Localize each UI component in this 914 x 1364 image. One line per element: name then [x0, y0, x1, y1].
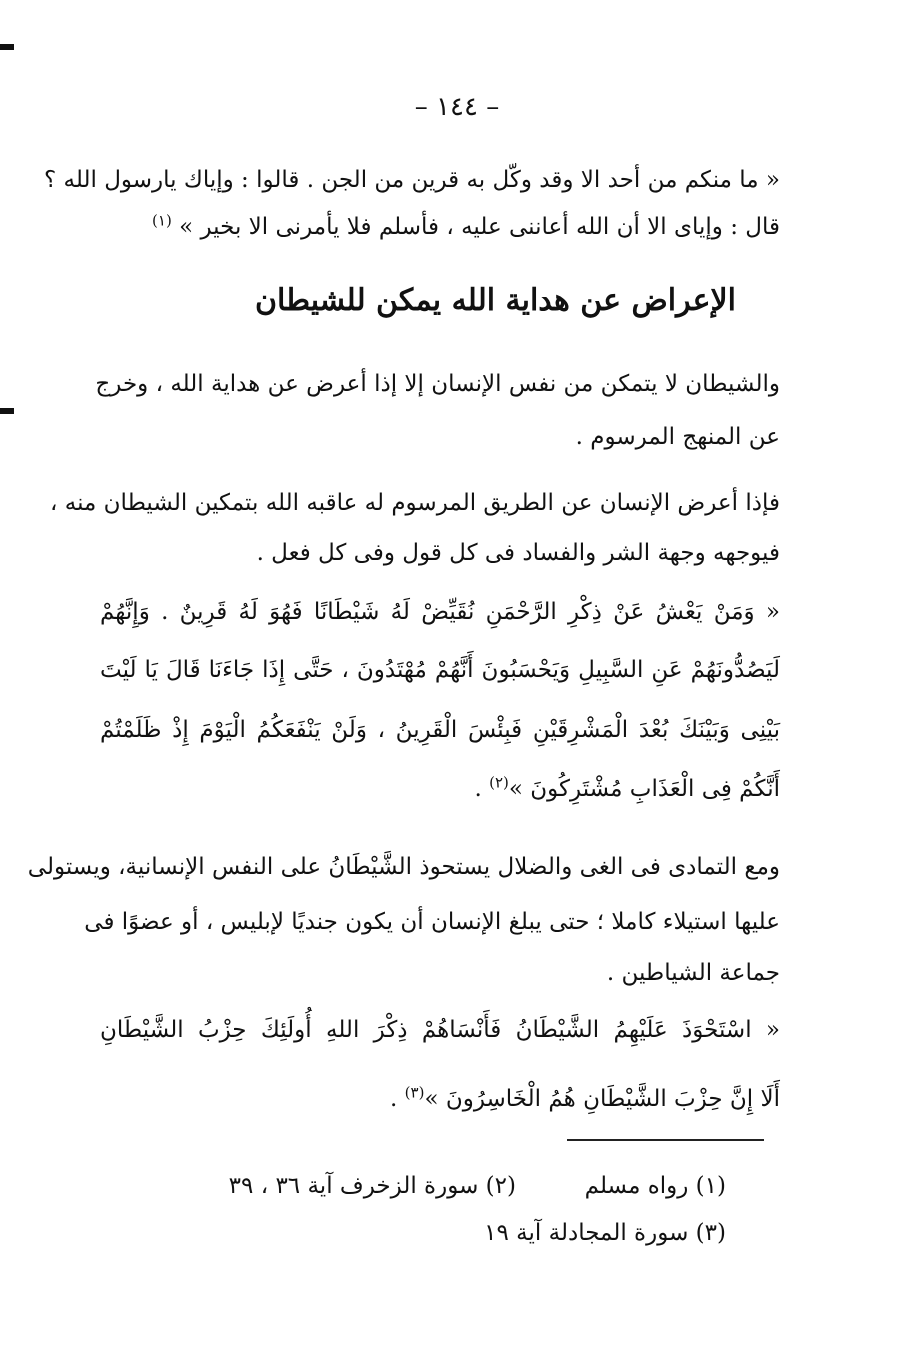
footnote-separator	[567, 1139, 764, 1141]
intro-line-1: « ما منكم من أحد الا وقد وكّل به قرين من الجن . قالوا : وإياك يارسول الله ؟	[44, 167, 780, 193]
scan-edge-mark-top	[0, 44, 14, 50]
para3-line-1: ومع التمادى فى الغى والضلال يستحوذ الشَّيْطَانُ على النفس الإنسانية، ويستولى	[27, 854, 780, 880]
para1-line-2: عن المنهج المرسوم .	[575, 424, 780, 450]
verse2-line-2-text: أَلَا إِنَّ حِزْبَ الشَّيْطَانِ هُمُ الْخَاسِرُونَ »	[424, 1086, 780, 1112]
footnote-ref-2: (٢)	[489, 773, 509, 792]
page-number: – ١٤٤ –	[414, 92, 500, 122]
para1-line-1: والشيطان لا يتمكن من نفس الإنسان إلا إذا أعرض عن هداية الله ، وخرج	[95, 371, 780, 397]
footnote-ref-1: (١)	[152, 211, 172, 230]
verse2-line-2	[390, 1082, 780, 1116]
footnote-1: (١) رواه مسلم	[584, 1173, 726, 1199]
section-heading: الإعراض عن هداية الله يمكن للشيطان	[254, 283, 736, 318]
verse1-line-4-text: أَنَّكُمْ فِى الْعَذَابِ مُشْتَرِكُونَ »	[508, 776, 780, 802]
verse1-line-2: لَيَصُدُّونَهُمْ عَنِ السَّبِيلِ وَيَحْسَبُونَ أَنَّهُمْ مُهْتَدُونَ ، حَتَّى إِذَا جَاءَنَا قَالَ يَا لَيْتَ	[100, 657, 780, 683]
footnote-ref-3: (٣)	[404, 1083, 425, 1102]
para3-line-2: عليها استيلاء كاملا ؛ حتى يبلغ الإنسان أن يكون جنديًا لإبليس ، أو عضوًا فى	[84, 909, 780, 935]
verse2-line-2-end: .	[390, 1086, 405, 1112]
verse1-line-4-end: .	[474, 776, 490, 802]
verse1-line-3: بَيْنِى وَبَيْنَكَ بُعْدَ الْمَشْرِقَيْنِ فَبِئْسَ الْقَرِينُ ، وَلَنْ يَنْفَعَكُمُ الْيَوْمَ إِذْ ظَلَمْتُمْ	[100, 717, 780, 743]
verse1-line-4	[475, 772, 781, 806]
verse2-line-1: « اسْتَحْوَذَ عَلَيْهِمُ الشَّيْطَانُ فَأَنْسَاهُمْ ذِكْرَ اللهِ أُولَئِكَ حِزْبُ الشَّيْطَانِ	[100, 1017, 780, 1043]
para2-line-1: فإذا أعرض الإنسان عن الطريق المرسوم له عاقبه الله بتمكين الشيطان منه ،	[50, 490, 780, 516]
intro-line-2-text: قال : وإياى الا أن الله أعاننى عليه ، فأسلم فلا يأمرنى الا بخير »	[179, 214, 780, 240]
verse1-line-1: « وَمَنْ يَعْشُ عَنْ ذِكْرِ الرَّحْمَنِ نُقَيِّضْ لَهُ شَيْطَانًا فَهُوَ لَهُ قَرِينٌ . وَإِنَّهُمْ	[100, 599, 780, 625]
footnote-3: (٣) سورة المجادلة آية ١٩	[484, 1220, 726, 1246]
scan-edge-mark-middle	[0, 408, 14, 414]
para2-line-2: فيوجهه وجهة الشر والفساد فى كل قول وفى كل فعل .	[256, 540, 780, 566]
intro-line-2	[152, 210, 780, 244]
para3-line-3: جماعة الشياطين .	[606, 960, 780, 986]
footnote-2: (٢) سورة الزخرف آية ٣٦ ، ٣٩	[228, 1173, 516, 1199]
